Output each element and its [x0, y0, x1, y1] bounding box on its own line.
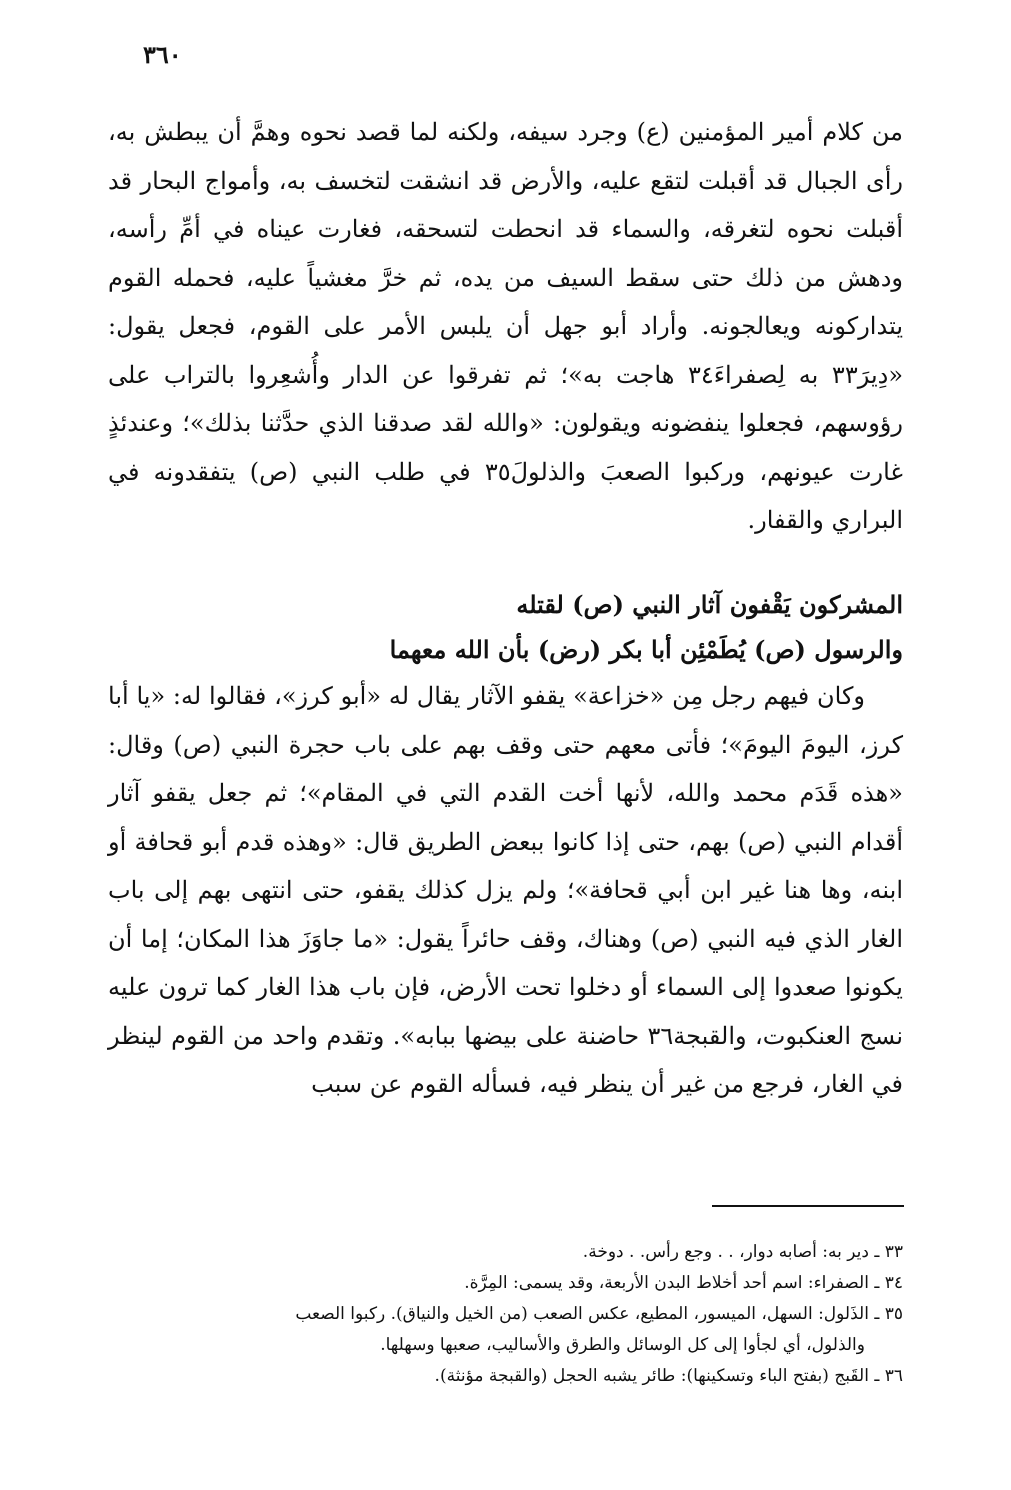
footnote-34: ٣٤ ـ الصفراء: اسم أحد أخلاط البدن الأربعة، وقد يسمى: المِرَّة. — [464, 1273, 903, 1293]
paragraph-2: وكان فيهم رجل مِن «خزاعة» يقفو الآثار يقال له «أبو كرز»، فقالوا له: «يا أبا كرز، اليومَ اليومَ»؛ فأتى معهم حتى وقف بهم على باب حجرة النبي (ص) وقال: «هذه قَدَم محمد والله، لأنها أخت القدم التي في المقام»؛ ثم جعل يقفو آثار أقدام النبي (ص) بهم، حتى إذا كانوا ببعض الطريق قال: «وهذه قدم أبو قحافة أو ابنه، وها هنا غير ابن أبي قحافة»؛ ولم يزل كذلك يقفو، حتى انتهى بهم إلى باب الغار الذي فيه النبي (ص) وهناك، وقف حائراً يقول: «ما جاوَزَ هذا المكان؛ إما أن يكونوا صعدوا إلى السماء أو دخلوا تحت الأرض، فإن باب هذا الغار كما ترون عليه نسج العنكبوت، والقبجة٣٦ حاضنة على بيضها ببابه». وتقدم واحد من القوم لينظر في الغار، فرجع من غير أن ينظر فيه، فسأله القوم عن سبب — [108, 682, 904, 1098]
paragraph-1: من كلام أمير المؤمنين (ع) وجرد سيفه، ولكنه لما قصد نحوه وهمَّ أن يبطش به، رأى الجبال قد أقبلت لتقع عليه، والأرض قد انشقت لتخسف به، وأمواج البحار قد أقبلت نحوه لتغرقه، والسماء قد انحطت لتسحقه، فغارت عيناه في أمِّ رأسه، ودهش من ذلك حتى سقط السيف من يده، ثم خرَّ مغشياً عليه، فحمله القوم يتداركونه ويعالجونه. وأراد أبو جهل أن يلبس الأمر على القوم، فجعل يقول: «دِيرَ٣٣ به لِصفراءَ٣٤ هاجت به»؛ ثم تفرقوا عن الدار وأُشعِروا بالتراب على رؤوسهم، فجعلوا ينفضونه ويقولون: «والله لقد صدقنا الذي حدَّثنا بذلك»؛ وعندئذٍ غارت عيونهم، وركبوا الصعبَ والذلولَ٣٥ في طلب النبي (ص) يتفقدونه في البراري والقفار. — [108, 118, 903, 534]
footnote-divider — [712, 1205, 904, 1207]
main-text-top — [108, 108, 903, 545]
main-text-bottom — [108, 672, 903, 1109]
section-heading — [108, 582, 903, 672]
heading-line-2: والرسول (ص) يُطَمْئِن أبا بكر (رض) بأن الله معهما — [389, 635, 903, 664]
footnote-35 — [108, 1299, 903, 1361]
footnote-35-line-2: والذلول، أي لجأوا إلى كل الوسائل والطرق والأساليب، صعبها وسهلها. — [380, 1335, 865, 1355]
footnote-33: ٣٣ ـ دير به: أصابه دوار، . . وجع رأس. . دوخة. — [582, 1242, 903, 1262]
footnotes — [108, 1237, 903, 1392]
footnote-35-line-1: ٣٥ ـ الذَلول: السهل، الميسور، المطيع، عكس الصعب (من الخيل والنياق). ركبوا الصعب — [295, 1304, 903, 1324]
footnote-36: ٣٦ ـ القَبج (بفتح الباء وتسكينها): طائر يشبه الحجل (والقبجة مؤنثة). — [434, 1366, 903, 1386]
heading-line-1: المشركون يَقْفون آثار النبي (ص) لقتله — [516, 590, 903, 619]
page-number: ٣٦٠ — [143, 40, 182, 69]
